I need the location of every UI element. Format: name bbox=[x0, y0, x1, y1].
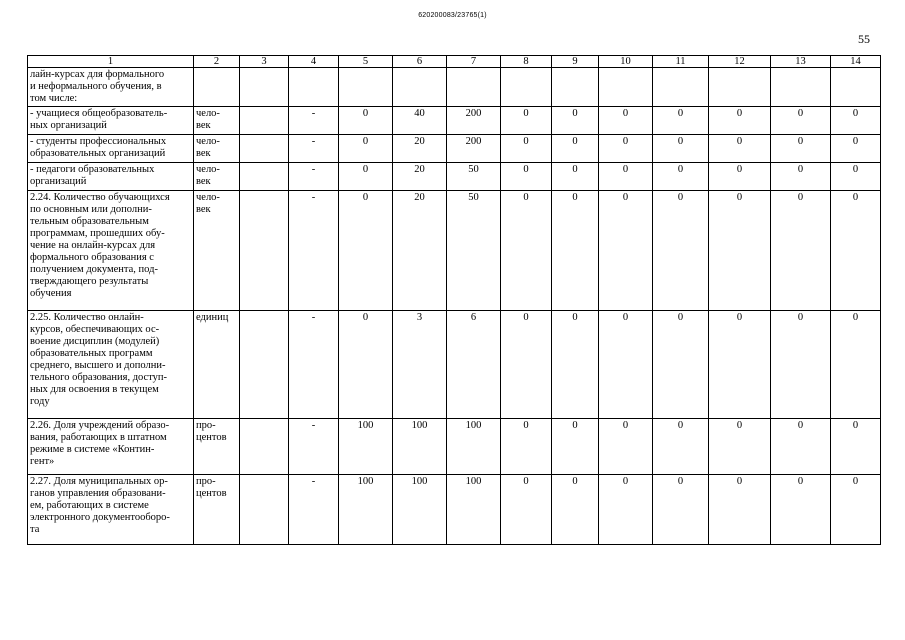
column-4-cell: - bbox=[289, 163, 339, 191]
table-row bbox=[28, 475, 881, 545]
indicator-name-cell: лайн-курсах для формального и неформального обучения, в том числе: bbox=[28, 68, 194, 107]
value-cell-col-8: 0 bbox=[501, 311, 552, 419]
indicator-name-cell: - студенты профессиональных образовательных организаций bbox=[28, 135, 194, 163]
value-cell-col-6: 20 bbox=[393, 191, 447, 311]
value-cell-col-5: 0 bbox=[339, 135, 393, 163]
header-row bbox=[28, 56, 881, 68]
value-cell-col-10: 0 bbox=[599, 475, 653, 545]
table-row bbox=[28, 68, 881, 107]
value-cell-col-10: 0 bbox=[599, 107, 653, 135]
value-cell-col-13: 0 bbox=[771, 163, 831, 191]
column-header-9: 9 bbox=[552, 56, 599, 68]
value-cell-col-9: 0 bbox=[552, 191, 599, 311]
value-cell-col-14: 0 bbox=[831, 163, 881, 191]
value-cell-col-11: 0 bbox=[653, 475, 709, 545]
value-cell-col-14: 0 bbox=[831, 107, 881, 135]
value-cell-col-5: 100 bbox=[339, 475, 393, 545]
value-cell-col-12: 0 bbox=[709, 419, 771, 475]
table-row bbox=[28, 311, 881, 419]
value-cell-col-11: 0 bbox=[653, 419, 709, 475]
value-cell-col-5: 100 bbox=[339, 419, 393, 475]
column-3-cell bbox=[240, 311, 289, 419]
value-cell-col-8: 0 bbox=[501, 135, 552, 163]
value-cell-col-11: 0 bbox=[653, 135, 709, 163]
indicator-name-cell: 2.26. Доля учреждений образо- вания, работающих в штатном режиме в системе «Контин- гент» bbox=[28, 419, 194, 475]
value-cell-col-8: 0 bbox=[501, 419, 552, 475]
value-cell-col-10: 0 bbox=[599, 419, 653, 475]
value-cell-col-11: 0 bbox=[653, 311, 709, 419]
unit-cell bbox=[194, 68, 240, 107]
value-cell-col-14: 0 bbox=[831, 135, 881, 163]
value-cell-col-7 bbox=[447, 68, 501, 107]
table-row bbox=[28, 419, 881, 475]
value-cell-col-8: 0 bbox=[501, 191, 552, 311]
value-cell-col-14 bbox=[831, 68, 881, 107]
value-cell-col-12: 0 bbox=[709, 135, 771, 163]
column-4-cell: - bbox=[289, 191, 339, 311]
value-cell-col-8 bbox=[501, 68, 552, 107]
value-cell-col-14: 0 bbox=[831, 191, 881, 311]
unit-cell: чело- век bbox=[194, 135, 240, 163]
value-cell-col-12: 0 bbox=[709, 163, 771, 191]
value-cell-col-12 bbox=[709, 68, 771, 107]
column-4-cell: - bbox=[289, 475, 339, 545]
value-cell-col-7: 6 bbox=[447, 311, 501, 419]
column-3-cell bbox=[240, 191, 289, 311]
value-cell-col-13: 0 bbox=[771, 107, 831, 135]
value-cell-col-6: 20 bbox=[393, 135, 447, 163]
value-cell-col-10: 0 bbox=[599, 191, 653, 311]
value-cell-col-7: 200 bbox=[447, 107, 501, 135]
document-id: 620200083/23765(1) bbox=[418, 12, 487, 19]
value-cell-col-6: 3 bbox=[393, 311, 447, 419]
value-cell-col-10: 0 bbox=[599, 311, 653, 419]
value-cell-col-7: 50 bbox=[447, 191, 501, 311]
value-cell-col-8: 0 bbox=[501, 475, 552, 545]
value-cell-col-5: 0 bbox=[339, 191, 393, 311]
column-4-cell: - bbox=[289, 135, 339, 163]
table-row bbox=[28, 107, 881, 135]
value-cell-col-11 bbox=[653, 68, 709, 107]
value-cell-col-6: 100 bbox=[393, 475, 447, 545]
value-cell-col-7: 100 bbox=[447, 475, 501, 545]
value-cell-col-13 bbox=[771, 68, 831, 107]
value-cell-col-12: 0 bbox=[709, 107, 771, 135]
value-cell-col-6 bbox=[393, 68, 447, 107]
value-cell-col-5 bbox=[339, 68, 393, 107]
table-row bbox=[28, 191, 881, 311]
page-number: 55 bbox=[858, 32, 870, 46]
column-3-cell bbox=[240, 163, 289, 191]
column-header-11: 11 bbox=[653, 56, 709, 68]
column-3-cell bbox=[240, 419, 289, 475]
indicator-name-cell: - учащиеся общеобразователь- ных организаций bbox=[28, 107, 194, 135]
column-4-cell: - bbox=[289, 107, 339, 135]
column-3-cell bbox=[240, 475, 289, 545]
indicator-name-cell: 2.25. Количество онлайн- курсов, обеспечивающих ос- воение дисциплин (модулей) образовательных программ среднего, высшего и дополни- тельного образования, доступ- ных для освоения в текущем году bbox=[28, 311, 194, 419]
value-cell-col-7: 200 bbox=[447, 135, 501, 163]
unit-cell: единиц bbox=[194, 311, 240, 419]
value-cell-col-10 bbox=[599, 68, 653, 107]
column-header-1: 1 bbox=[28, 56, 194, 68]
value-cell-col-14: 0 bbox=[831, 475, 881, 545]
column-4-cell bbox=[289, 68, 339, 107]
value-cell-col-6: 40 bbox=[393, 107, 447, 135]
value-cell-col-13: 0 bbox=[771, 475, 831, 545]
value-cell-col-7: 50 bbox=[447, 163, 501, 191]
column-header-8: 8 bbox=[501, 56, 552, 68]
column-header-13: 13 bbox=[771, 56, 831, 68]
value-cell-col-5: 0 bbox=[339, 311, 393, 419]
column-header-5: 5 bbox=[339, 56, 393, 68]
value-cell-col-9: 0 bbox=[552, 475, 599, 545]
unit-cell: чело- век bbox=[194, 163, 240, 191]
value-cell-col-9: 0 bbox=[552, 135, 599, 163]
value-cell-col-14: 0 bbox=[831, 311, 881, 419]
value-cell-col-9: 0 bbox=[552, 311, 599, 419]
column-4-cell: - bbox=[289, 311, 339, 419]
column-header-10: 10 bbox=[599, 56, 653, 68]
value-cell-col-13: 0 bbox=[771, 135, 831, 163]
value-cell-col-12: 0 bbox=[709, 475, 771, 545]
unit-cell: чело- век bbox=[194, 191, 240, 311]
column-header-2: 2 bbox=[194, 56, 240, 68]
table-row bbox=[28, 163, 881, 191]
value-cell-col-12: 0 bbox=[709, 191, 771, 311]
value-cell-col-5: 0 bbox=[339, 163, 393, 191]
column-3-cell bbox=[240, 68, 289, 107]
value-cell-col-12: 0 bbox=[709, 311, 771, 419]
column-4-cell: - bbox=[289, 419, 339, 475]
column-3-cell bbox=[240, 107, 289, 135]
value-cell-col-13: 0 bbox=[771, 419, 831, 475]
value-cell-col-6: 20 bbox=[393, 163, 447, 191]
column-header-12: 12 bbox=[709, 56, 771, 68]
value-cell-col-7: 100 bbox=[447, 419, 501, 475]
value-cell-col-9: 0 bbox=[552, 107, 599, 135]
indicator-name-cell: 2.24. Количество обучающихся по основным или дополни- тельным образовательным программам, прошедших обу- чение на онлайн-курсах для формального образования с получением документа, под- тверждающего результаты обучения bbox=[28, 191, 194, 311]
value-cell-col-14: 0 bbox=[831, 419, 881, 475]
indicator-name-cell: - педагоги образовательных организаций bbox=[28, 163, 194, 191]
column-header-7: 7 bbox=[447, 56, 501, 68]
value-cell-col-9: 0 bbox=[552, 163, 599, 191]
value-cell-col-11: 0 bbox=[653, 107, 709, 135]
value-cell-col-13: 0 bbox=[771, 311, 831, 419]
column-header-14: 14 bbox=[831, 56, 881, 68]
indicator-name-cell: 2.27. Доля муниципальных ор- ганов управления образовани- ем, работающих в системе электронного документооборо- та bbox=[28, 475, 194, 545]
value-cell-col-13: 0 bbox=[771, 191, 831, 311]
column-3-cell bbox=[240, 135, 289, 163]
unit-cell: чело- век bbox=[194, 107, 240, 135]
column-header-3: 3 bbox=[240, 56, 289, 68]
value-cell-col-6: 100 bbox=[393, 419, 447, 475]
value-cell-col-9: 0 bbox=[552, 419, 599, 475]
column-header-4: 4 bbox=[289, 56, 339, 68]
unit-cell: про- центов bbox=[194, 419, 240, 475]
indicators-table bbox=[27, 55, 881, 545]
value-cell-col-8: 0 bbox=[501, 163, 552, 191]
unit-cell: про- центов bbox=[194, 475, 240, 545]
value-cell-col-9 bbox=[552, 68, 599, 107]
value-cell-col-10: 0 bbox=[599, 163, 653, 191]
value-cell-col-10: 0 bbox=[599, 135, 653, 163]
value-cell-col-5: 0 bbox=[339, 107, 393, 135]
column-header-6: 6 bbox=[393, 56, 447, 68]
value-cell-col-8: 0 bbox=[501, 107, 552, 135]
table-row bbox=[28, 135, 881, 163]
value-cell-col-11: 0 bbox=[653, 191, 709, 311]
value-cell-col-11: 0 bbox=[653, 163, 709, 191]
